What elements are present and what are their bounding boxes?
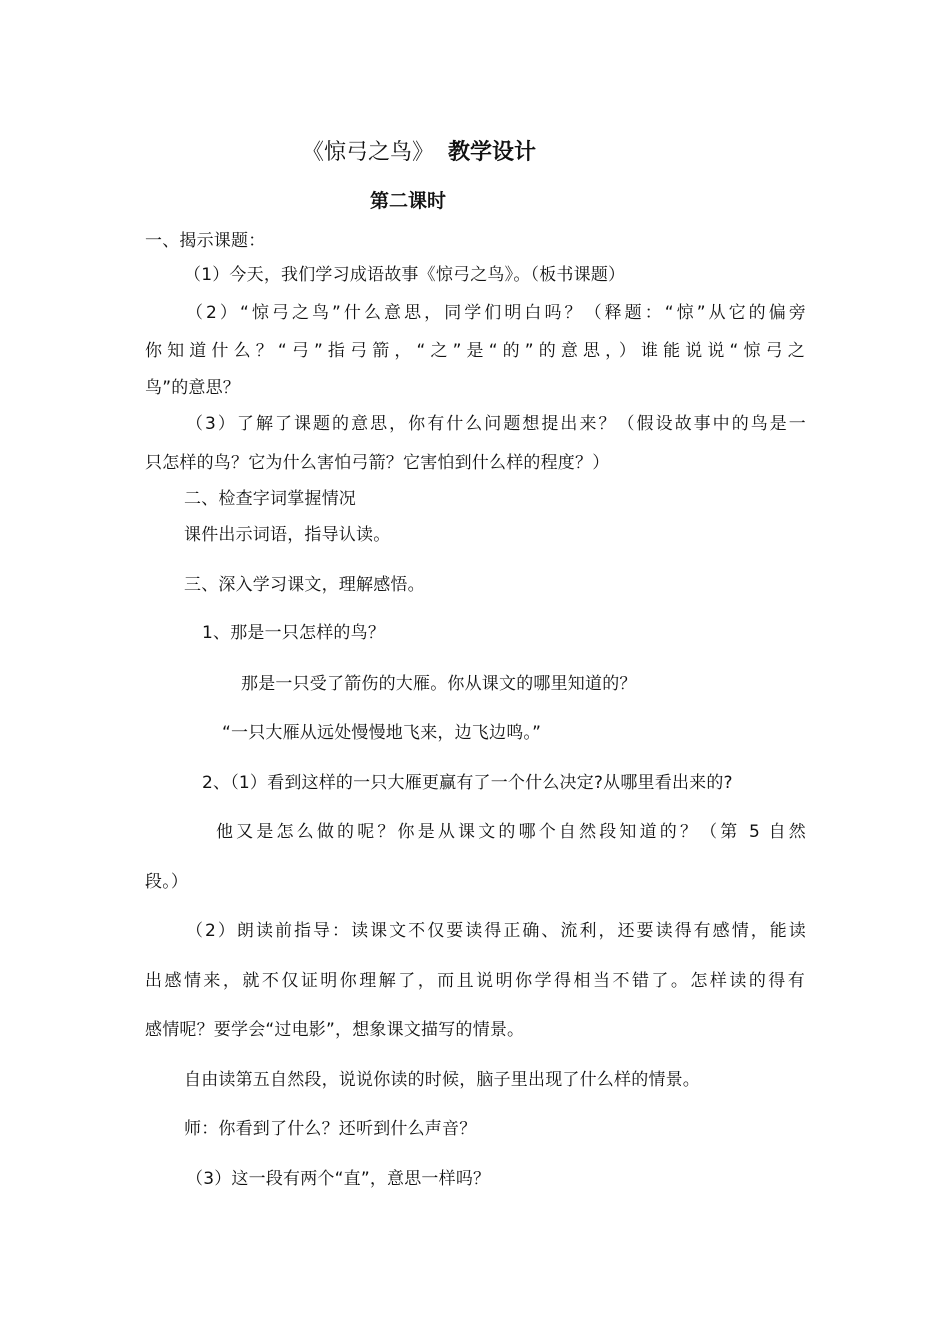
paragraph-line: （3）这一段有两个“直”，意思一样吗？ xyxy=(186,1169,491,1189)
section-heading: 二、检查字词掌握情况 xyxy=(184,489,356,509)
paragraph-line: 课件出示词语，指导认读。 xyxy=(184,525,391,545)
document-title xyxy=(302,139,536,167)
paragraph-line: 2、（1）看到这样的一只大雁更赢有了一个什么决定?从哪里看出来的? xyxy=(202,773,733,793)
section-heading: 一、揭示课题： xyxy=(145,231,266,251)
paragraph-line: 段。） xyxy=(145,872,189,892)
paragraph-line: （1）今天，我们学习成语故事《惊弓之鸟》。（板书课题） xyxy=(184,265,626,285)
paragraph-line: （2）朗读前指导：读课文不仅要读得正确、流利，还要读得有感情，能读 xyxy=(186,921,806,941)
title-text: 《惊弓之鸟》 xyxy=(302,140,435,165)
paragraph-line: 师：你看到了什么？还听到什么声音？ xyxy=(184,1119,477,1139)
paragraph-line: 鸟”的意思？ xyxy=(145,378,241,398)
paragraph-line: 自由读第五自然段，说说你读的时候，脑子里出现了什么样的情景。 xyxy=(184,1070,700,1090)
paragraph-line: 感情呢？要学会“过电影”，想象课文描写的情景。 xyxy=(145,1020,525,1040)
section-heading: 三、深入学习课文，理解感悟。 xyxy=(184,575,425,595)
paragraph-line: 只怎样的鸟？它为什么害怕弓箭？它害怕到什么样的程度？） xyxy=(145,453,610,473)
paragraph-line: （2）“惊弓之鸟”什么意思，同学们明白吗？（释题：“惊”从它的偏旁 xyxy=(186,303,806,323)
paragraph-line: （3）了解了课题的意思，你有什么问题想提出来？（假设故事中的鸟是一 xyxy=(186,414,806,434)
paragraph-line: 出感情来，就不仅证明你理解了，而且说明你学得相当不错了。怎样读的得有 xyxy=(145,971,805,991)
paragraph-line: 1、那是一只怎样的鸟？ xyxy=(202,623,386,643)
paragraph-line: 他又是怎么做的呢？你是从课文的哪个自然段知道的？（第 5 自然 xyxy=(216,822,806,842)
lesson-subtitle: 第二课时 xyxy=(370,190,447,212)
quote-line: “一只大雁从远处慢慢地飞来，边飞边鸣。” xyxy=(222,723,542,743)
title-suffix: 教学设计 xyxy=(448,140,537,165)
paragraph-line: 那是一只受了箭伤的大雁。你从课文的哪里知道的？ xyxy=(241,674,637,694)
paragraph-line: 你知道什么？“弓”指弓箭，“之”是“的”的意思，）谁能说说“惊弓之 xyxy=(145,341,805,361)
